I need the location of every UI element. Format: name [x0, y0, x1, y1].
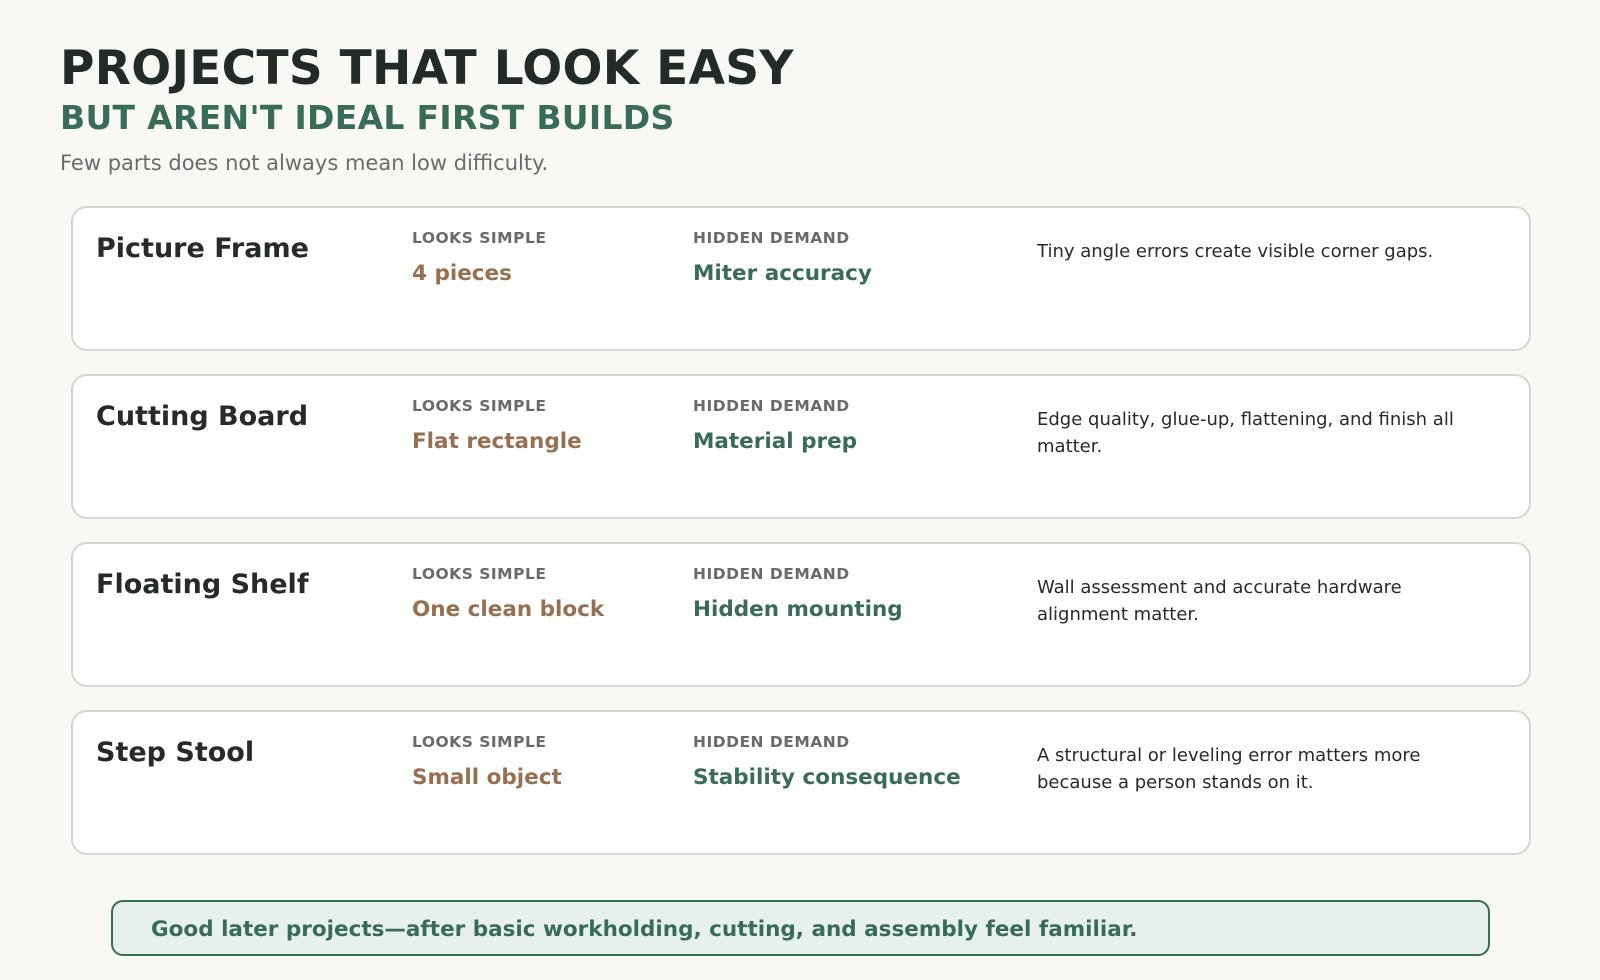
project-note: Wall assessment and accurate hardware alignment matter. [1037, 577, 1402, 625]
hidden-demand-label: HIDDEN DEMAND [693, 733, 850, 751]
footer-text: Good later projects—after basic workholding, cutting, and assembly feel familiar. [151, 917, 1138, 942]
project-name: Floating Shelf [96, 569, 309, 600]
project-card-step-stool [71, 710, 1531, 855]
project-note: A structural or leveling error matters more because a person stands on it. [1037, 745, 1421, 793]
page-title: PROJECTS THAT LOOK EASY [60, 41, 794, 96]
footer-callout [111, 900, 1490, 956]
looks-simple-label: LOOKS SIMPLE [412, 565, 547, 583]
looks-simple-value: Small object [412, 765, 562, 790]
page-header [60, 40, 794, 176]
looks-simple-value: Flat rectangle [412, 429, 582, 454]
hidden-demand-value: Hidden mounting [693, 597, 903, 622]
looks-simple-label: LOOKS SIMPLE [412, 733, 547, 751]
hidden-demand-value: Miter accuracy [693, 261, 872, 286]
looks-simple-label: LOOKS SIMPLE [412, 397, 547, 415]
project-list [71, 206, 1531, 878]
looks-simple-value: One clean block [412, 597, 605, 622]
hidden-demand-label: HIDDEN DEMAND [693, 565, 850, 583]
project-card-floating-shelf [71, 542, 1531, 687]
project-name: Step Stool [96, 737, 255, 768]
hidden-demand-label: HIDDEN DEMAND [693, 397, 850, 415]
project-note: Tiny angle errors create visible corner gaps. [1037, 241, 1434, 262]
project-note: Edge quality, glue-up, flattening, and finish all matter. [1037, 409, 1454, 457]
hidden-demand-value: Material prep [693, 429, 858, 454]
hidden-demand-value: Stability consequence [693, 765, 961, 790]
hidden-demand-label: HIDDEN DEMAND [693, 229, 850, 247]
page-tagline: Few parts does not always mean low difficulty. [60, 151, 549, 175]
looks-simple-value: 4 pieces [412, 261, 512, 286]
project-name: Cutting Board [96, 401, 309, 432]
project-card-cutting-board [71, 374, 1531, 519]
looks-simple-label: LOOKS SIMPLE [412, 229, 547, 247]
project-card-picture-frame [71, 206, 1531, 351]
page-subtitle: BUT AREN'T IDEAL FIRST BUILDS [60, 98, 675, 137]
project-name: Picture Frame [96, 233, 309, 264]
